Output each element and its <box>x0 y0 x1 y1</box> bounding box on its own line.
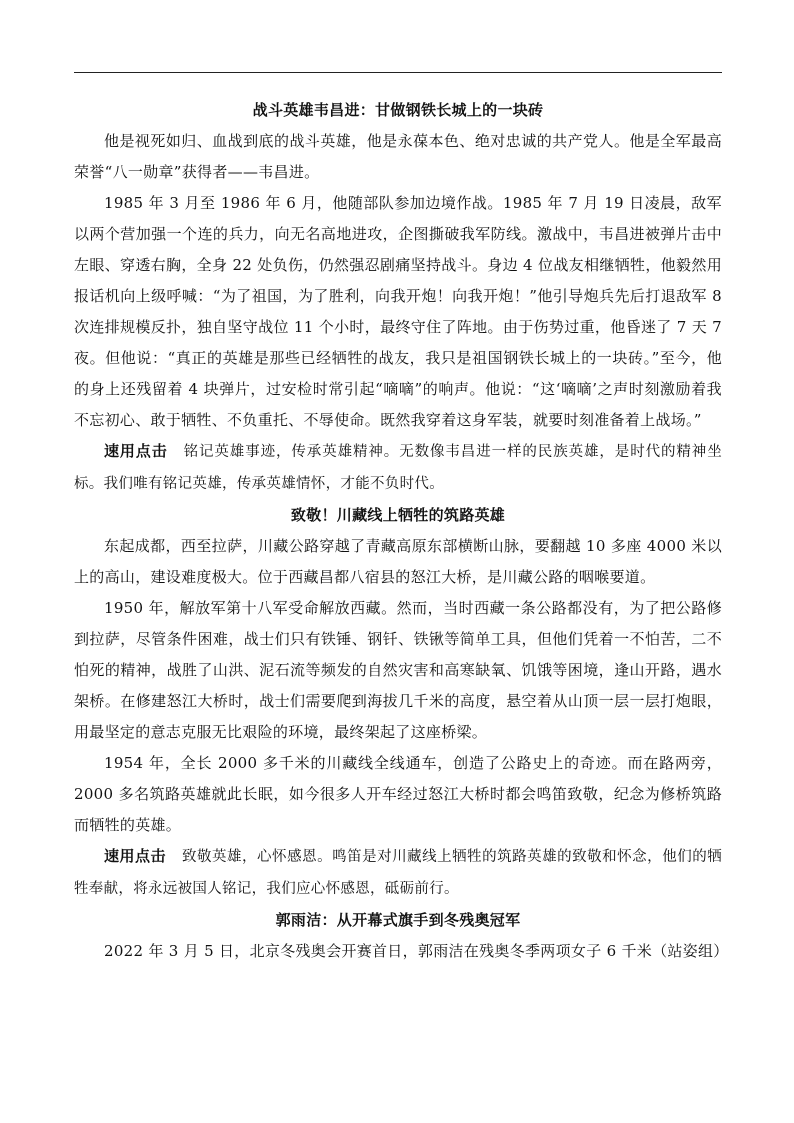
paragraph: 1985 年 3 月至 1986 年 6 月，他随部队参加边境作战。1985 年 7 月 19 日凌晨，敌军以两个营加强一个连的兵力，向无名高地进攻，企图撕破我军防线。激战中，韦昌进被弹片击中左眼、穿透右胸，全身 22 处负伤，仍然强忍剧痛坚持战斗。身边 4 位战友相继牺牲，他毅然用报话机向上级呼喊：“为了祖国，为了胜利，向我开炮！向我开炮！”他引导炮兵先后打退敌军 8 次连排规模反扑，独自坚守战位 11 个小时，最终守住了阵地。由于伤势过重，他昏迷了 7 天 7 夜。但他说：“真正的英雄是那些已经牺牲的战友，我只是祖国钢铁长城上的一块砖。”至今，他的身上还残留着 4 块弹片，过安检时常引起“嘀嘀”的响声。他说：“这‘嘀嘀’之声时刻激励着我不忘初心、敢于牺牲、不负重托、不辱使命。既然我穿着这身军装，就要时刻准备着上战场。” <box>74 194 722 429</box>
tip-paragraph <box>74 841 722 905</box>
section-title: 战斗英雄韦昌进：甘做钢铁长城上的一块砖 <box>252 101 544 119</box>
tip-label: 速用点击 <box>104 847 167 865</box>
section-title: 致敬！川藏线上牺牲的筑路英雄 <box>290 506 506 524</box>
paragraph: 1950 年，解放军第十八军受命解放西藏。然而，当时西藏一条公路都没有，为了把公路修到拉萨，尽管条件困难，战士们只有铁锤、钢钎、铁锹等简单工具，但他们凭着一不怕苦，二不怕死的精神，战胜了山洪、泥石流等频发的自然灾害和高寒缺氧、饥饿等困境，逢山开路，遇水架桥。在修建怒江大桥时，战士们需要爬到海拔几千米的高度，悬空着从山顶一层一层打炮眼，用最坚定的意志克服无比艰险的环境，最终架起了这座桥梁。 <box>74 599 722 741</box>
paragraph: 东起成都，西至拉萨，川藏公路穿越了青藏高原东部横断山脉，要翻越 10 多座 4000 米以上的高山，建设难度极大。位于西藏昌都八宿县的怒江大桥，是川藏公路的咽喉要道。 <box>74 537 722 586</box>
header-rule <box>74 72 722 73</box>
paragraph: 1954 年，全长 2000 多千米的川藏线全线通车，创造了公路史上的奇迹。而在路两旁，2000 多名筑路英雄就此长眠，如今很多人开车经过怒江大桥时都会鸣笛致敬，纪念为修桥筑路而牺牲的英雄。 <box>74 754 722 834</box>
section-title: 郭雨洁：从开幕式旗手到冬残奥冠军 <box>275 911 521 929</box>
tip-text: 致敬英雄，心怀感恩。鸣笛是对川藏线上牺牲的筑路英雄的致敬和怀念，他们的牺牲奉献，将永远被国人铭记，我们应心怀感恩，砥砺前行。 <box>74 849 723 897</box>
paragraph: 2022 年 3 月 5 日，北京冬残奥会开赛首日，郭雨洁在残奥冬季两项女子 6 千米（站姿组） <box>104 942 729 960</box>
tip-label: 速用点击 <box>104 442 168 460</box>
paragraph: 他是视死如归、血战到底的战斗英雄，他是永葆本色、绝对忠诚的共产党人。他是全军最高荣誉“八一勋章”获得者——韦昌进。 <box>74 132 722 181</box>
tip-text: 铭记英雄事迹，传承英雄精神。无数像韦昌进一样的民族英雄，是时代的精神坐标。我们唯有铭记英雄，传承英雄情怀，才能不负时代。 <box>74 444 723 492</box>
tip-paragraph <box>74 436 722 500</box>
document-body <box>74 95 729 967</box>
